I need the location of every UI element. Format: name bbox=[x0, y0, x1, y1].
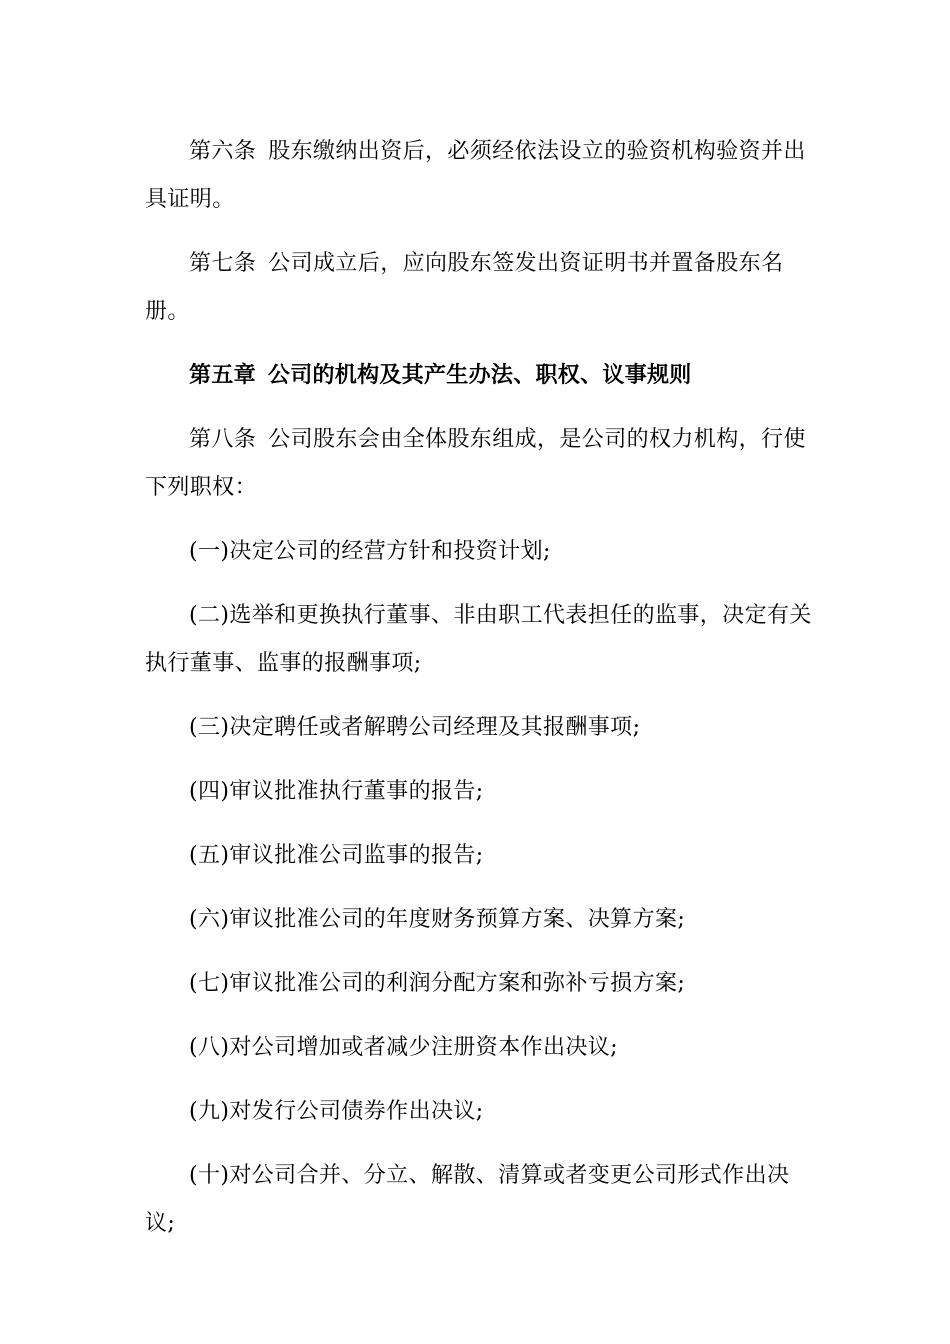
article-6-number: 第六条 bbox=[189, 139, 257, 164]
article-8-text: 公司股东会由全体股东组成，是公司的权力机构，行使下列职权： bbox=[145, 427, 806, 500]
list-item: (五)审议批准公司监事的报告; bbox=[189, 843, 484, 868]
chapter-5-heading bbox=[145, 352, 817, 400]
article-6 bbox=[145, 128, 817, 224]
list-item: (四)审议批准执行董事的报告; bbox=[189, 779, 484, 804]
list-item: (六)审议批准公司的年度财务预算方案、决算方案; bbox=[189, 907, 686, 932]
list-item: (十)对公司合并、分立、解散、清算或者变更公司形式作出决议; bbox=[145, 1163, 790, 1236]
article-6-text: 股东缴纳出资后，必须经依法设立的验资机构验资并出具证明。 bbox=[145, 139, 806, 212]
list-item: (九)对发行公司债券作出决议; bbox=[189, 1099, 484, 1124]
list-item: (三)决定聘任或者解聘公司经理及其报酬事项; bbox=[189, 715, 641, 740]
document-body bbox=[145, 128, 817, 1248]
chapter-5-title: 公司的机构及其产生办法、职权、议事规则 bbox=[267, 363, 692, 388]
article-8 bbox=[145, 416, 817, 512]
article-7-text: 公司成立后，应向股东签发出资证明书并置备股东名册。 bbox=[145, 251, 784, 324]
chapter-5-number: 第五章 bbox=[189, 363, 256, 388]
list-item: (八)对公司增加或者减少注册资本作出决议; bbox=[189, 1035, 618, 1060]
article-7 bbox=[145, 240, 817, 336]
article-8-number: 第八条 bbox=[189, 427, 257, 452]
list-item: (一)决定公司的经营方针和投资计划; bbox=[189, 539, 551, 564]
list-item: (七)审议批准公司的利润分配方案和弥补亏损方案; bbox=[189, 971, 686, 996]
article-7-number: 第七条 bbox=[189, 251, 257, 276]
list-item: (二)选举和更换执行董事、非由职工代表担任的监事，决定有关执行董事、监事的报酬事项; bbox=[145, 603, 812, 676]
